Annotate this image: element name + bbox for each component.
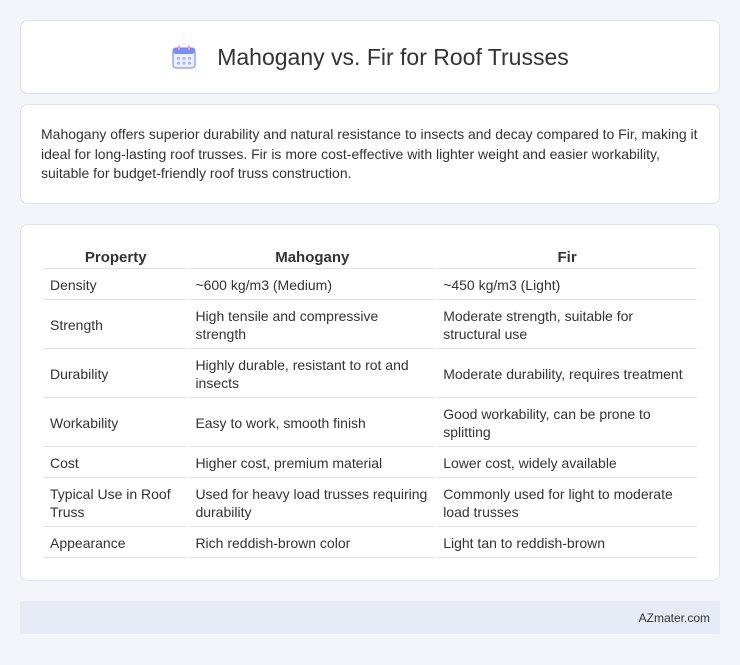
table-row	[44, 529, 697, 558]
cell-property: Appearance	[44, 529, 187, 558]
title-card	[20, 20, 720, 94]
cell-fir: Moderate strength, suitable for structural use	[437, 302, 697, 349]
cell-mahogany: ~600 kg/m3 (Medium)	[189, 271, 435, 300]
cell-fir: ~450 kg/m3 (Light)	[437, 271, 697, 300]
cell-property: Typical Use in Roof Truss	[44, 480, 187, 527]
table-row	[44, 351, 697, 398]
cell-property: Cost	[44, 449, 187, 478]
cell-mahogany: High tensile and compressive strength	[189, 302, 435, 349]
cell-mahogany: Higher cost, premium material	[189, 449, 435, 478]
table-row	[44, 480, 697, 527]
header-mahogany: Mahogany	[189, 247, 435, 269]
table-row	[44, 449, 697, 478]
footer	[20, 601, 720, 634]
table-header-row	[44, 247, 697, 269]
header-fir: Fir	[437, 247, 697, 269]
comparison-card	[20, 224, 720, 581]
cell-mahogany: Easy to work, smooth finish	[189, 400, 435, 447]
page-title: Mahogany vs. Fir for Roof Trusses	[217, 43, 569, 70]
summary-card	[20, 104, 720, 204]
cell-mahogany: Rich reddish-brown color	[189, 529, 435, 558]
cell-fir: Moderate durability, requires treatment	[437, 351, 697, 398]
table-row	[44, 400, 697, 447]
cell-fir: Commonly used for light to moderate load trusses	[437, 480, 697, 527]
header-property: Property	[44, 247, 187, 269]
summary-text: Mahogany offers superior durability and natural resistance to insects and decay compared to Fir, making it ideal for long-lasting roof trusses. Fir is more cost-effective with lighter weight and easier workability, suitable for budget-friendly roof truss construction.	[41, 126, 698, 181]
cell-fir: Light tan to reddish-brown	[437, 529, 697, 558]
cell-property: Density	[44, 271, 187, 300]
cell-mahogany: Highly durable, resistant to rot and insects	[189, 351, 435, 398]
cell-fir: Lower cost, widely available	[437, 449, 697, 478]
cell-property: Durability	[44, 351, 187, 398]
cell-fir: Good workability, can be prone to splitting	[437, 400, 697, 447]
cell-property: Strength	[44, 302, 187, 349]
table-row	[44, 302, 697, 349]
calendar-icon	[171, 44, 197, 70]
table-row	[44, 271, 697, 300]
cell-property: Workability	[44, 400, 187, 447]
comparison-table	[42, 245, 699, 560]
footer-brand-link[interactable]: AZmater.com	[638, 610, 710, 625]
cell-mahogany: Used for heavy load trusses requiring durability	[189, 480, 435, 527]
